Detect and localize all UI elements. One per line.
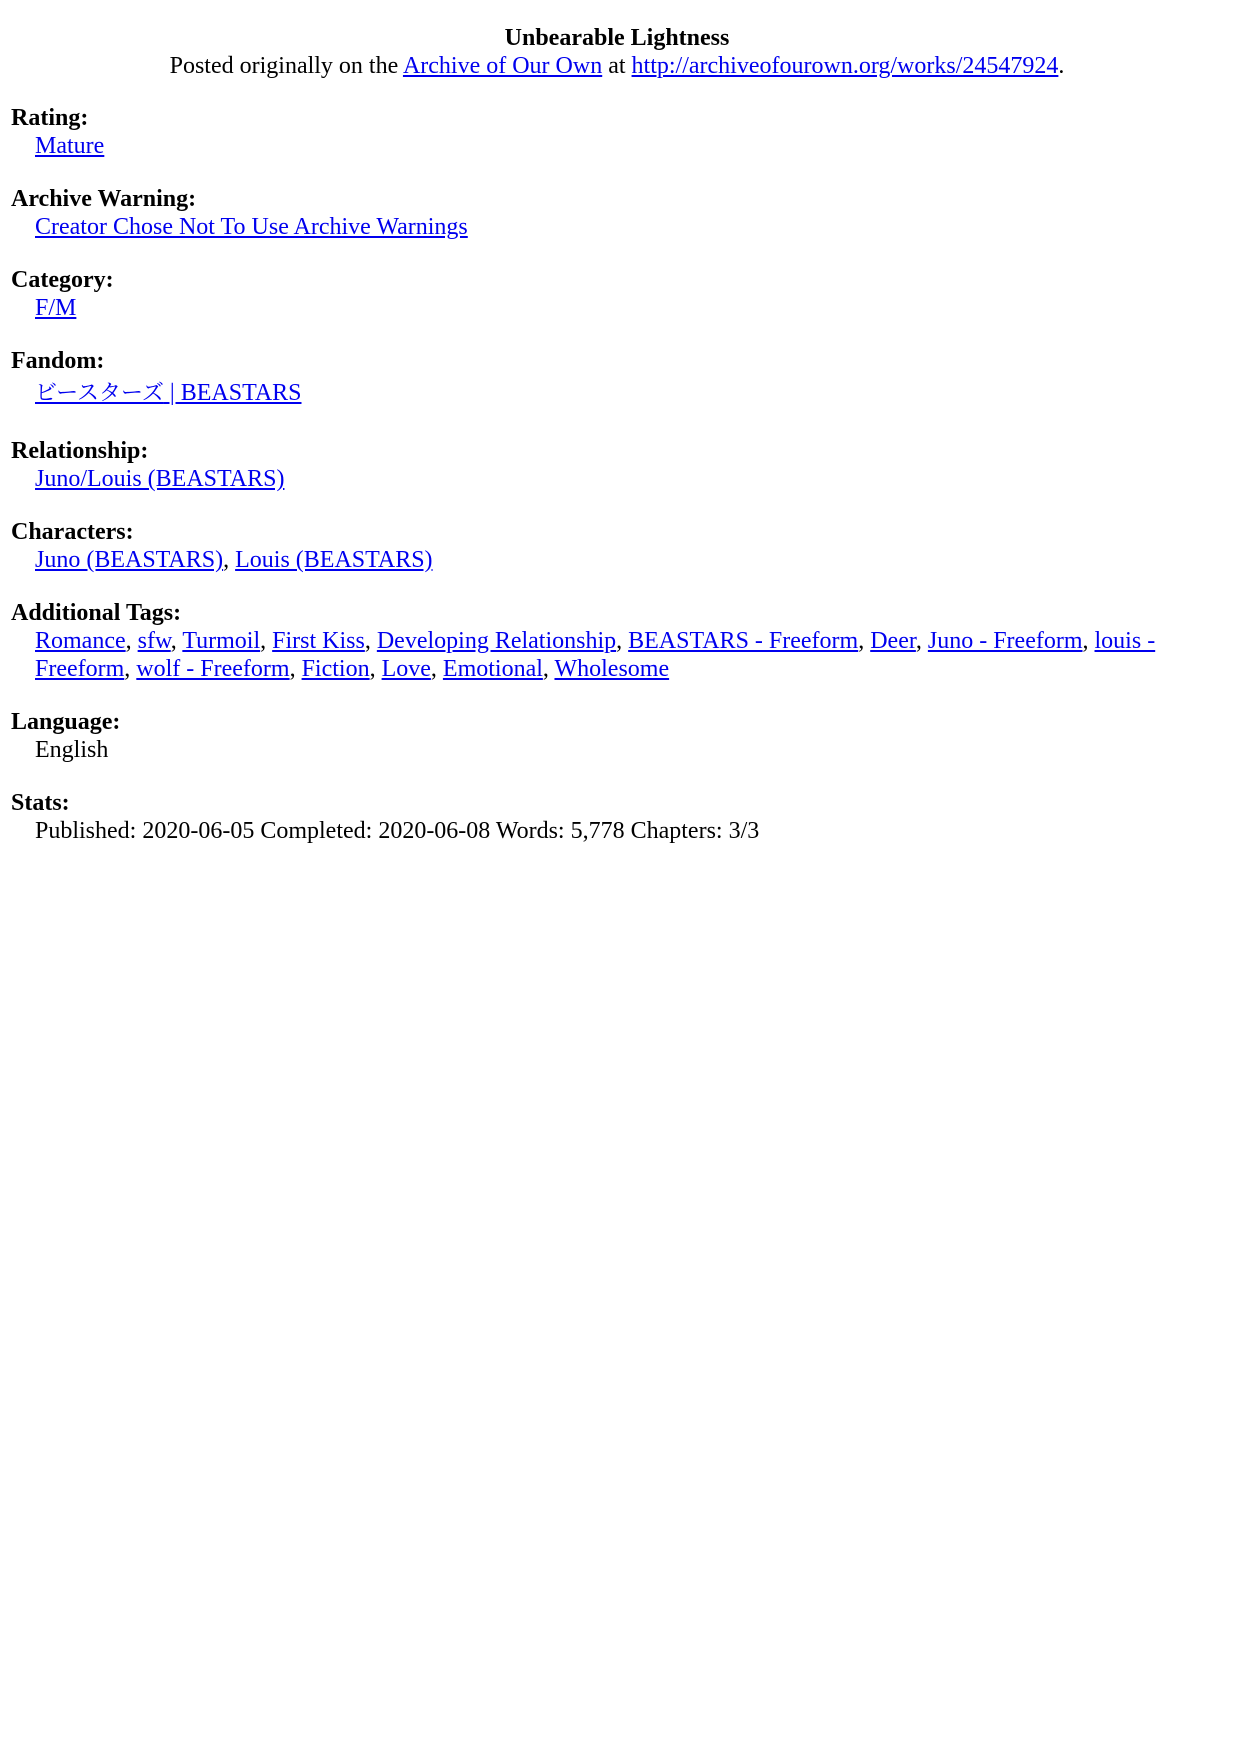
additional-tag-link[interactable]: Romance [35,628,126,654]
category-values [11,294,1223,322]
category-label: Category: [11,267,114,293]
list-separator: , [364,628,377,654]
additional-tag-link[interactable]: Fiction [301,656,370,682]
additional-tag-link[interactable]: Wholesome [554,656,670,682]
rating-section [11,104,1223,160]
additional-tag-link[interactable]: sfw [137,628,171,654]
additional-tag-link[interactable]: First Kiss [272,628,365,654]
list-separator: , [289,656,302,682]
fandom-values [11,375,1223,412]
characters-values [11,546,1223,574]
characters-label: Characters: [11,519,134,545]
stats-label: Stats: [11,790,70,816]
tags-values [11,627,1223,683]
list-separator: , [616,628,629,654]
list-separator: , [170,628,183,654]
character-tag-link[interactable]: Juno (BEASTARS) [35,547,224,573]
additional-tag-link[interactable]: Turmoil [182,628,261,654]
posted-prefix: Posted originally on the [169,53,403,79]
list-separator: , [542,656,555,682]
rating-values [11,132,1223,160]
list-separator: , [124,656,137,682]
list-separator: , [369,656,382,682]
tags-section [11,599,1223,683]
language-value: English [35,737,109,763]
characters-section [11,518,1223,574]
additional-tag-link[interactable]: Developing Relationship [376,628,617,654]
stats-section [11,789,1223,845]
relationship-section [11,437,1223,493]
rating-tag-link[interactable]: Mature [35,133,105,159]
archive-link[interactable]: Archive of Our Own [402,53,603,79]
additional-tag-link[interactable]: wolf - Freeform [136,656,290,682]
end-period: . [1058,53,1065,79]
stats-value: Published: 2020-06-05 Completed: 2020-06-08 Words: 5,778 Chapters: 3/3 [35,818,760,844]
fandom-en-text: | BEASTARS [163,380,302,406]
relationship-values [11,465,1223,493]
at-text: at [602,53,632,79]
language-label: Language: [11,709,121,735]
list-separator: , [1082,628,1095,654]
work-title: Unbearable Lightness [504,25,730,51]
work-url-link[interactable]: http://archiveofourown.org/works/24547924 [631,53,1059,79]
rating-label: Rating: [11,105,89,131]
work-metadata-page [11,24,1223,870]
additional-tag-link[interactable]: Deer [870,628,916,654]
list-separator: , [915,628,928,654]
additional-tag-link[interactable]: Juno - Freeform [927,628,1083,654]
relationship-tag-link[interactable]: Juno/Louis (BEASTARS) [35,466,285,492]
warning-values [11,213,1223,241]
list-separator: , [223,547,236,573]
additional-tag-link[interactable]: Emotional [442,656,543,682]
relationship-label: Relationship: [11,438,149,464]
list-separator: , [260,628,273,654]
tags-label: Additional Tags: [11,600,182,626]
fandom-tag-link[interactable] [35,380,302,406]
posted-line [11,52,1223,80]
fandom-section [11,347,1223,412]
fandom-jp-text: ビースターズ [35,381,164,406]
list-separator: , [125,628,138,654]
category-tag-link[interactable]: F/M [35,295,77,321]
warning-label: Archive Warning: [11,186,197,212]
list-separator: , [858,628,871,654]
additional-tag-link[interactable]: BEASTARS - Freeform [628,628,859,654]
additional-tag-link[interactable]: louis - Freeform [35,628,1156,682]
category-section [11,266,1223,322]
list-separator: , [430,656,443,682]
work-header [11,24,1223,80]
warning-tag-link[interactable]: Creator Chose Not To Use Archive Warnings [35,214,468,240]
additional-tag-link[interactable]: Love [381,656,431,682]
language-section [11,708,1223,764]
warning-section [11,185,1223,241]
fandom-label: Fandom: [11,348,105,374]
character-tag-link[interactable]: Louis (BEASTARS) [235,547,433,573]
